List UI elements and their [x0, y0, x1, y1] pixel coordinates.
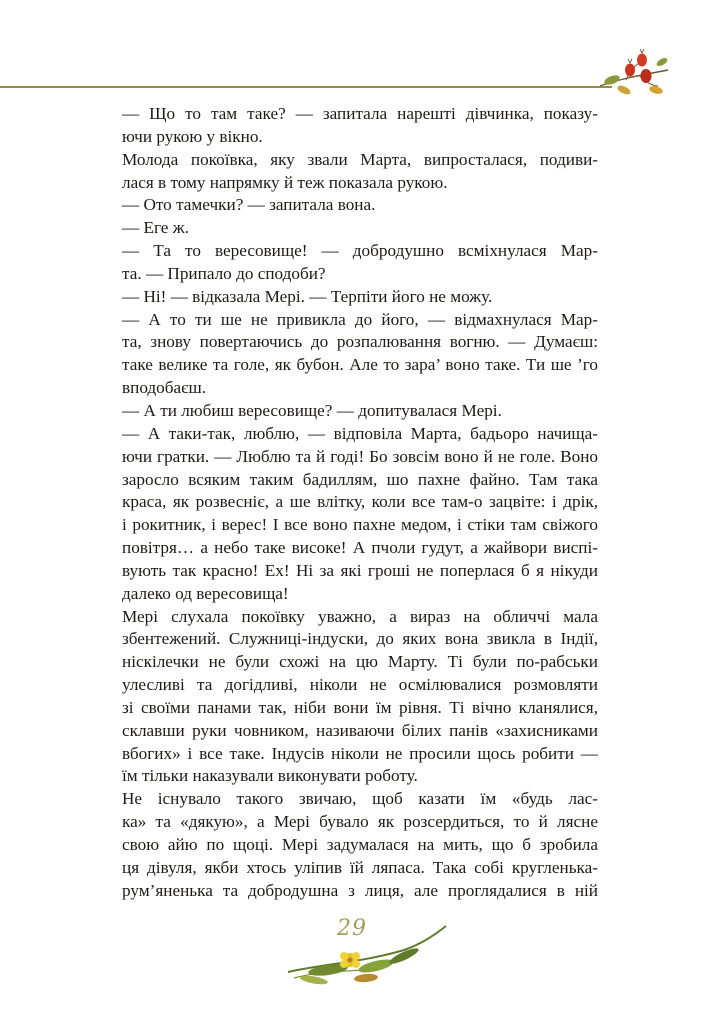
text-line: — А то ти ше не привикла до його, — відмахнулася Мар- — [122, 309, 598, 329]
text-line: і рокитник, і верес! І все воно пахне медом, і стіки там свіжого — [122, 515, 598, 535]
text-line: краса, як розвесніє, а ше влітку, коли все там-о зацвіте: і дрік, — [122, 492, 598, 512]
text-line: — А таки-так, люблю, — відповіла Марта, бадьоро начища- — [122, 423, 598, 443]
text-line: ця дівуля, якби хтось уліпив їй ляпаса. Така собі кругленька- — [122, 857, 598, 877]
text-line: — Що то там таке? — запитала нарешті дівчинка, показу- — [122, 104, 598, 123]
text-line: їм тільки наказували виконувати роботу. — [122, 766, 418, 786]
text-line: ніскілечки не були схожі на цю Марту. Ті були по-рабськи — [122, 652, 598, 672]
text-line: ючи гратки. — Люблю та й годі! Бо зовсім воно й не голе. Воно — [122, 446, 598, 466]
text-line: — А ти любиш вересовище? — допитувалася Мері. — [122, 400, 502, 420]
text-line: свою айю по щоці. Мері задумалася на мить, що б зробила — [122, 835, 598, 854]
text-line: — Та то вересовище! — добродушно всміхнулася Мар- — [122, 241, 598, 261]
text-line: — Ото тамечки? — запитала вона. — [122, 195, 376, 215]
text-line: далеко од вересовища! — [122, 583, 289, 603]
text-line: рум’яненька та добродушна з лиця, але проглядалися в ній — [122, 880, 598, 900]
page-number: 29 — [337, 916, 367, 941]
text-line: склавши руки човником, називаючи білих панів «захисниками — [122, 720, 598, 740]
text-line: ка» та «дякую», а Мері бувало як розсердиться, то й лясне — [122, 812, 598, 832]
text-line: Не існувало такого звичаю, щоб казати їм «будь лас- — [122, 789, 598, 809]
body-text — [122, 103, 598, 903]
text-line: та, знову повертаючись до розпалювання вогню. — Думаєш: — [122, 332, 598, 352]
text-line: вподобаєш. — [122, 378, 207, 398]
text-line: та. — Припало до сподоби? — [122, 263, 326, 283]
text-line: лася в тому напрямку й теж показала рукою. — [122, 172, 448, 192]
text-line: заросло всяким таким бадиллям, шо пахне файно. Там така — [122, 469, 598, 489]
text-line: зі своїми панами так, ніби вони їм рівня. Ті вічно кланялися, — [122, 697, 598, 717]
text-line: Мері слухала покоївку уважно, а вираз на обличчі мала — [122, 606, 598, 626]
flower-leaf-ornament — [284, 920, 450, 990]
rosehip-branch-ornament — [596, 40, 676, 104]
text-line: збентежений. Служниці-індуски, до яких вона звикла в Індії, — [122, 629, 598, 649]
text-line: — Ні! — відказала Мері. — Терпіти його не можу. — [122, 286, 493, 306]
text-line: вбогих» і все таке. Індусів ніколи не просили щось робити — — [122, 743, 598, 763]
text-line: — Еге ж. — [122, 218, 189, 238]
text-line: таке велике та голе, як бубон. Але то зара’ воно таке. Ти ше ’го — [122, 355, 598, 375]
header-rule — [0, 86, 612, 88]
text-line: ючи рукою у вікно. — [122, 126, 263, 146]
text-line: Молода покоївка, яку звали Марта, випросталася, подиви- — [122, 149, 598, 169]
text-line: повітря… а небо таке високе! А пчоли гудут, а жайвори виспі- — [122, 538, 598, 558]
text-line: вують так красно! Ех! Ні за які гроші не поперлася б я нікуди — [122, 560, 598, 580]
text-line: улесливі та догідливі, ніколи не осмілювалися розмовляти — [122, 675, 598, 695]
